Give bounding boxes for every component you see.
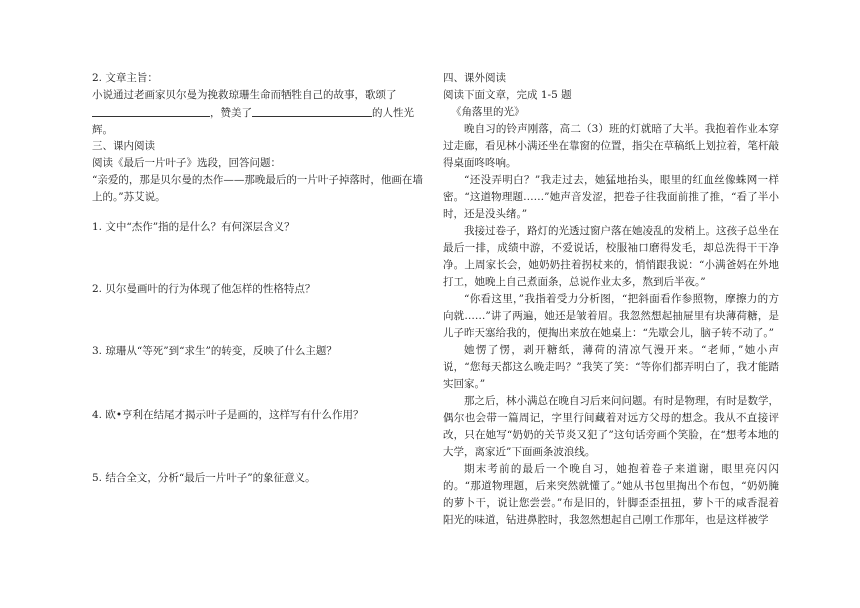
theme-sentence bbox=[92, 87, 428, 139]
section-title-extracurricular: 四、课外阅读 bbox=[443, 72, 506, 84]
in-class-reading-block bbox=[92, 138, 428, 206]
story-paragraph: “还没弄明白？”我走过去，她猛地抬头，眼里的红血丝像蛛网一样密。“这道物理题……”她声音发涩，把卷子往我面前推了推，“看了半小时，还是没头绪。” bbox=[443, 174, 779, 220]
story-title: 《角落里的光》 bbox=[451, 106, 525, 118]
story-paragraph: 她愣了愣，剥开糖纸，薄荷的清凉气漫开来。“老师，”她小声说，“您每天都这么晚走吗？”我笑了笑：“等你们都弄明白了，我才能踏实回家。” bbox=[443, 344, 779, 390]
question-5: 5. 结合全文，分析“最后一片叶子”的象征意义。 bbox=[92, 472, 316, 484]
story-paragraph: 那之后，林小满总在晚自习后来问问题。有时是物理，有时是数学，偶尔也会带一篇周记，字里行间藏着对远方父母的想念。我从不直接评改，只在她写“奶奶的关节炎又犯了”这句话旁画个笑脸，在“想考本地的大学，离家近”下面画条波浪线。 bbox=[443, 395, 779, 458]
story-paragraph: 我接过卷子，路灯的光透过窗户落在她凌乱的发梢上。这孩子总坐在最后一排，成绩中游，不爱说话，校服袖口磨得发毛，却总洗得干干净净。上周家长会，她奶奶拄着拐杖来的，悄悄跟我说：“小满爸妈在外地打工，她晚上自己煮面条，总说作业太多，熬到后半夜。” bbox=[443, 225, 779, 288]
extracurricular-instruction: 阅读下面文章，完成 1-5 题 bbox=[443, 89, 572, 101]
theme-heading: 2. 文章主旨： bbox=[92, 72, 158, 84]
theme-blank-1[interactable] bbox=[92, 104, 210, 117]
question-2: 2. 贝尔曼画叶的行为体现了他怎样的性格特点？ bbox=[92, 283, 316, 295]
theme-text-1: 小说通过老画家贝尔曼为挽救琼珊生命而牺牲自己的故事，歌颂了 bbox=[92, 89, 397, 101]
question-3: 3. 琼珊从“等死”到“求生”的转变，反映了什么主题？ bbox=[92, 345, 337, 357]
reading-quote: “亲爱的，那是贝尔曼的杰作——那晚最后的一片叶子掉落时，他画在墙上的。”苏艾说。 bbox=[92, 174, 423, 203]
story-paragraph: 期末考前的最后一个晚自习，她抱着卷子来道谢，眼里亮闪闪的。“那道物理题，后来突然就懂了。”她从书包里掏出个布包，“奶奶腌的萝卜干，说让您尝尝。”布是旧的，针脚歪歪扭扭，萝卜干的咸香混着阳光的味道，钻进鼻腔时，我忽然想起自己刚工作那年，也是这样被学 bbox=[443, 463, 779, 526]
section-title-in-class: 三、课内阅读 bbox=[92, 140, 155, 152]
story-paragraph: 晚自习的铃声刚落，高二（3）班的灯就暗了大半。我抱着作业本穿过走廊，看见林小满还坐在靠窗的位置，指尖在草稿纸上划拉着，笔杆敲得桌面咚咚响。 bbox=[443, 123, 779, 169]
reading-instruction: 阅读《最后一片叶子》选段，回答问题： bbox=[92, 157, 281, 169]
story-paragraph: “你看这里，”我指着受力分析图，“把斜面看作参照物，摩擦力的方向就……”讲了两遍，她还是皱着眉。我忽然想起抽屉里有块薄荷糖，是儿子昨天塞给我的，便掏出来放在她桌上：“先歇会儿，脑子转不动了。” bbox=[443, 293, 779, 339]
right-column bbox=[443, 70, 779, 529]
theme-block bbox=[92, 70, 428, 139]
question-1: 1. 文中“杰作”指的是什么？有何深层含义？ bbox=[92, 221, 295, 233]
theme-blank-2[interactable] bbox=[252, 104, 372, 117]
question-4: 4. 欧•亨利在结尾才揭示叶子是画的，这样写有什么作用？ bbox=[92, 409, 364, 421]
theme-text-3: 的人性光辉。 bbox=[92, 107, 414, 136]
theme-text-2: ，赞美了 bbox=[210, 107, 252, 119]
